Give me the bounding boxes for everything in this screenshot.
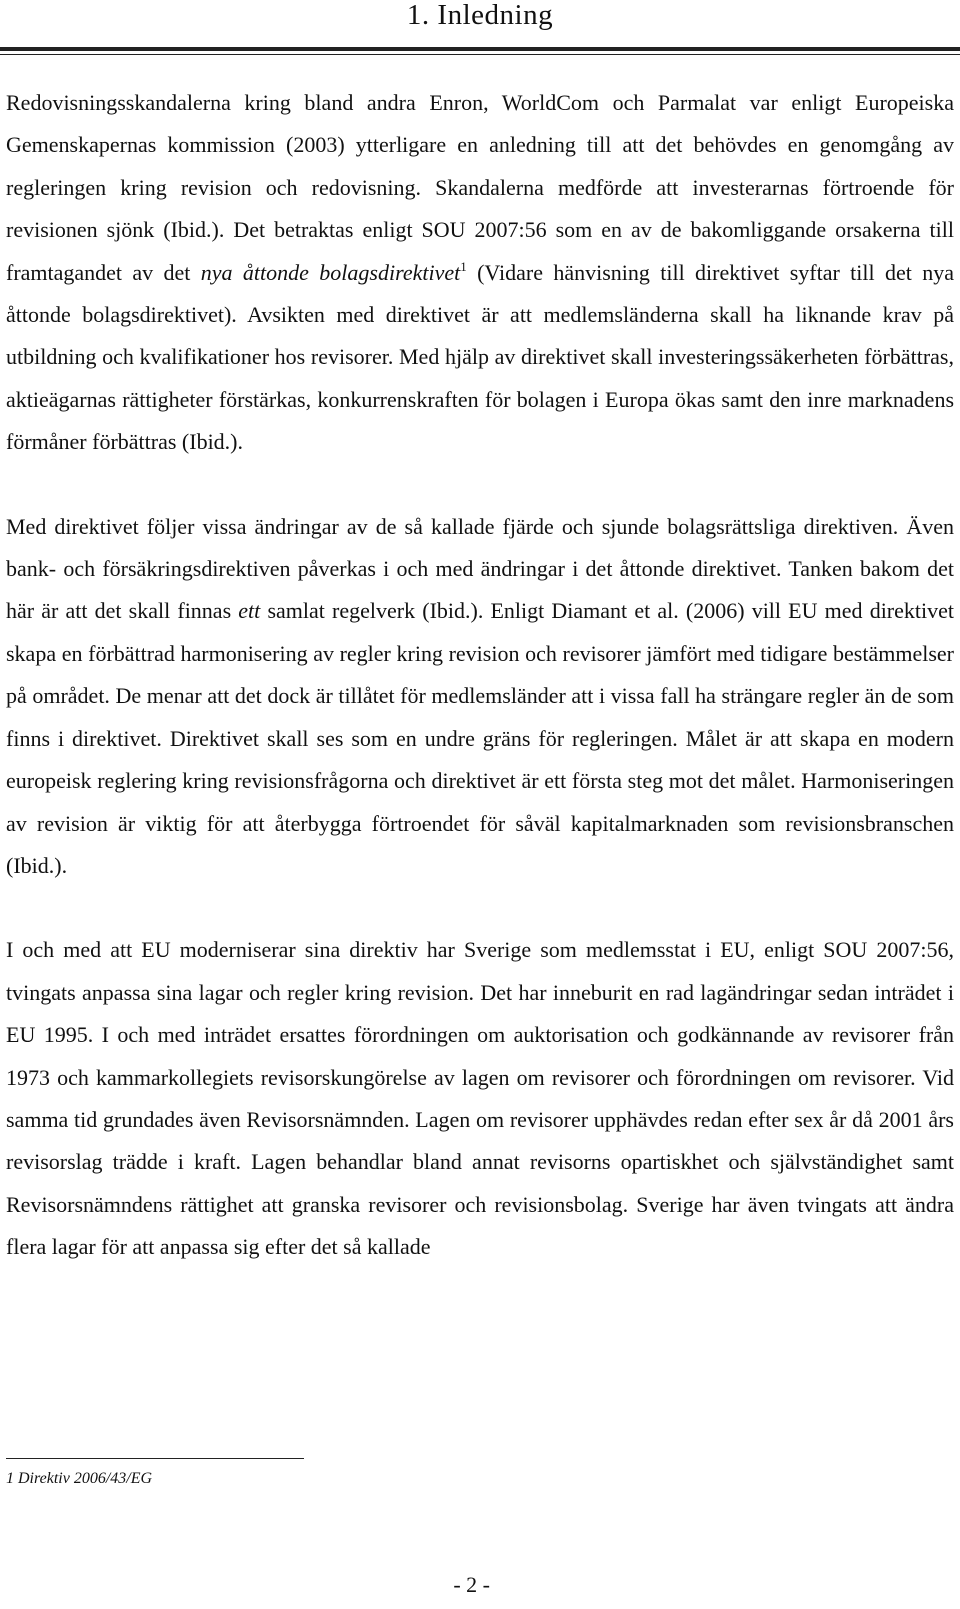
chapter-title: 1. Inledning: [406, 0, 554, 31]
paragraph-1-text-b: (Vidare hänvisning till direktivet syftar till det nya åttonde bolagsdirektivet). Avsikten med direktivet är att medlemsländerna skall ha liknande krav på utbildning och kvalifikationer hos revisorer. Med hjälp av direktivet skall investeringssäkerheten förbättras, aktieägarnas rättigheter förstärkas, konkurrenskraften för bolagen i Europa ökas samt den inre marknadens förmåner förbättras (Ibid.).: [6, 259, 954, 455]
footnote-separator: [6, 1458, 304, 1459]
paragraph-3: I och med att EU moderniserar sina direktiv har Sverige som medlemsstat i EU, enligt SOU 2007:56, tvingats anpassa sina lagar och regler kring revision. Det har inneburit en rad lagändringar sedan inträdet i EU 1995. I och med inträdet ersattes förordningen om auktorisation och godkännande av revisorer från 1973 och kammarkollegiets revisorskungörelse av lagen om revisorer och förordningen om revisorer. Vid samma tid grundades även Revisorsnämnden. Lagen om revisorer upphävdes redan efter sex år då 2001 års revisorslag trädde i kraft. Lagen behandlar bland annat revisorns opartiskhet och självständighet samt Revisorsnämndens rättighet att granska revisorer och revisionsbolag. Sverige har även tvingats att ändra flera lagar för att anpassa sig efter det så kallade: [6, 937, 954, 1260]
paragraph-2-text-b: samlat regelverk (Ibid.). Enligt Diamant et al. (2006) vill EU med direktivet skapa en förbättrad harmonisering av regler kring revision och revisorer jämfört med tidigare bestämmelser på området. De menar att det dock är tillåtet för medlemsländer att i vissa fall ha strängare regler än de som finns i direktivet. Direktivet skall ses som en undre gräns för regleringen. Målet är att skapa en modern europeisk reglering kring revisionsfrågorna och direktivet är ett första steg mot det målet. Harmoniseringen av revision är viktig för att återbygga förtroendet för såväl kapitalmarknaden som revisionsbranschen (Ibid.).: [6, 598, 955, 878]
footnote-ref: 1: [460, 258, 467, 274]
footnote: 1 Direktiv 2006/43/EG: [6, 1470, 153, 1487]
paragraph-2-italic: ett: [238, 598, 261, 624]
page-number: - 2 -: [453, 1572, 490, 1597]
paragraph-1-italic: nya åttonde bolagsdirektivet: [200, 259, 461, 285]
paragraph-1-text-a: Redovisningsskandalerna kring bland andra Enron, WorldCom och Parmalat var enligt Europeiska Gemenskapernas kommission (2003) ytterligare en anledning till att det behövdes en genomgång av regleringen kring revision och redovisning. Skandalerna medförde att investerarnas förtroende för revisionen sjönk (Ibid.). Det betraktas enligt SOU 2007:56 som en av de bakomliggande orsakerna till framtagandet av det: [6, 90, 954, 285]
header-rule-thin: [0, 54, 960, 55]
body-text: [6, 82, 954, 1311]
paragraph-2: [6, 506, 954, 888]
paragraph-1: [6, 82, 954, 464]
header-rule-thick: [0, 47, 960, 51]
paragraph-2-text-a: Med direktivet följer vissa ändringar av de så kallade fjärde och sjunde bolagsrättsliga direktiven. Även bank- och försäkringsdirektiven påverkas i och med ändringar i det åttonde direktivet. Tanken bakom det här är att det skall finnas: [6, 513, 954, 624]
